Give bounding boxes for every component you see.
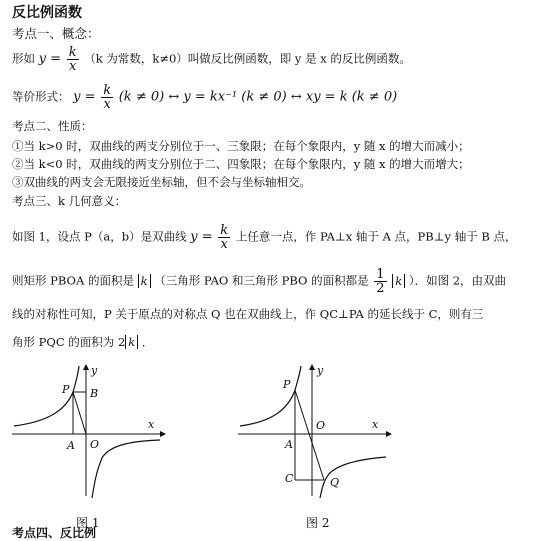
fig2-label-x: x — [372, 418, 379, 431]
p4-coefficient: 2 — [117, 335, 126, 349]
point3-paragraph-line-1 — [12, 224, 516, 251]
equivalent-fraction — [101, 84, 113, 111]
fig2-x-axis-arrow — [386, 431, 392, 437]
property-item-2: ②当 k<0 时，双曲线的两支分别位于二、四象限；在每个象限内，y 随 x 的增大而增大； — [12, 157, 470, 171]
definition-line — [12, 46, 411, 73]
p2-text-c: ）．如图 2，由双曲 — [408, 273, 507, 288]
equivalent-label: 等价形式： — [12, 89, 70, 104]
fig2-label-Q: Q — [330, 476, 340, 489]
fig1-label-O: O — [90, 438, 100, 451]
p2-text-b: （三角形 PAO 和三角形 PBO 的面积都是 — [154, 273, 369, 288]
fraction-numerator: 1 — [376, 267, 385, 282]
fraction-numerator: k — [68, 45, 77, 60]
property-item-1: ①当 k>0 时，双曲线的两支分别位于一、三象限；在每个象限内，y 随 x 的增大而减小； — [12, 139, 470, 153]
fig2-label-A: A — [285, 438, 293, 451]
fig1-label-x: x — [148, 418, 155, 431]
property-item-3: ③双曲线的两支会无限接近坐标轴，但不会与坐标轴相交。 — [12, 175, 311, 189]
fig1-hyperbola-branch-left — [14, 366, 79, 426]
equivalent-forms-line — [12, 84, 397, 111]
definition-prefix: 形如 — [12, 51, 35, 66]
p1-text-b: 上任意一点，作 PA⊥x 轴于 A 点，PB⊥y 轴于 B 点， — [235, 229, 517, 244]
point3-paragraph-line-3: 线的对称性可知，P 关于原点的对称点 Q 也在双曲线上，作 QC⊥PA 的延长线于 C，则有三 — [12, 307, 484, 321]
point3-paragraph-line-4 — [12, 334, 153, 350]
figure-2-diagram — [236, 362, 396, 502]
fig1-segment-PO — [73, 392, 86, 434]
figure-1-caption: 图 1 — [76, 516, 100, 530]
fig1-label-y: y — [91, 364, 98, 377]
p4-text-b: ． — [141, 335, 154, 349]
p1-fraction — [218, 224, 230, 251]
figure-1-diagram — [10, 362, 170, 502]
figure-2-caption: 图 2 — [306, 516, 330, 530]
p2-text-a: 则矩形 PBOA 的面积是 — [12, 273, 134, 288]
fraction-numerator: k — [103, 83, 112, 98]
p4-text-a: 角形 PQC 的面积为 — [12, 335, 115, 349]
fig2-segment-PQ — [295, 390, 324, 480]
p2-fraction-half — [374, 268, 386, 295]
fig2-y-axis-arrow — [309, 364, 315, 370]
page-title: 反比例函数 — [12, 5, 82, 21]
p2-abs-k: k — [138, 274, 151, 288]
definition-fraction — [67, 46, 79, 73]
fig2-hyperbola-branch-left — [240, 366, 301, 426]
point2-heading: 考点二、性质： — [12, 119, 93, 133]
definition-suffix: （k 为常数，k≠0）叫做反比例函数，即 y 是 x 的反比例函数。 — [84, 51, 411, 66]
fig1-label-B: B — [90, 387, 99, 400]
fraction-denominator: 2 — [376, 281, 385, 296]
fig2-label-O: O — [316, 419, 326, 432]
point3-paragraph-line-2 — [12, 268, 506, 295]
point3-heading: 考点三、k 几何意义： — [12, 194, 127, 208]
p4-abs-k: k — [125, 335, 138, 349]
p2-abs-k-2: k — [392, 274, 405, 288]
fig1-hyperbola-branch-right — [92, 440, 160, 498]
p1-text-a: 如图 1，设点 P（a，b）是双曲线 — [12, 229, 187, 244]
equivalent-rest: (k ≠ 0) ↔ y = kx⁻¹ (k ≠ 0) ↔ xy = k (k ≠ 0) — [118, 89, 398, 105]
fig1-y-axis-arrow — [83, 364, 89, 370]
fig1-x-axis-arrow — [160, 431, 166, 437]
fig1-label-P: P — [62, 383, 70, 396]
fig2-label-C: C — [285, 472, 294, 485]
fraction-denominator: x — [220, 237, 228, 252]
fig2-label-y: y — [317, 364, 324, 377]
fraction-denominator: x — [68, 59, 77, 74]
fig1-label-A: A — [67, 439, 75, 452]
point1-heading: 考点一、概念： — [12, 26, 100, 41]
equivalent-lhs: y = — [73, 89, 96, 105]
fig2-label-P: P — [283, 378, 291, 391]
fraction-denominator: x — [103, 97, 111, 112]
next-section-heading-cut: 考点四、反比例 — [12, 526, 97, 540]
fraction-numerator: k — [220, 223, 229, 238]
definition-formula-lhs: y = — [38, 51, 62, 67]
p1-lhs: y = — [190, 229, 213, 245]
